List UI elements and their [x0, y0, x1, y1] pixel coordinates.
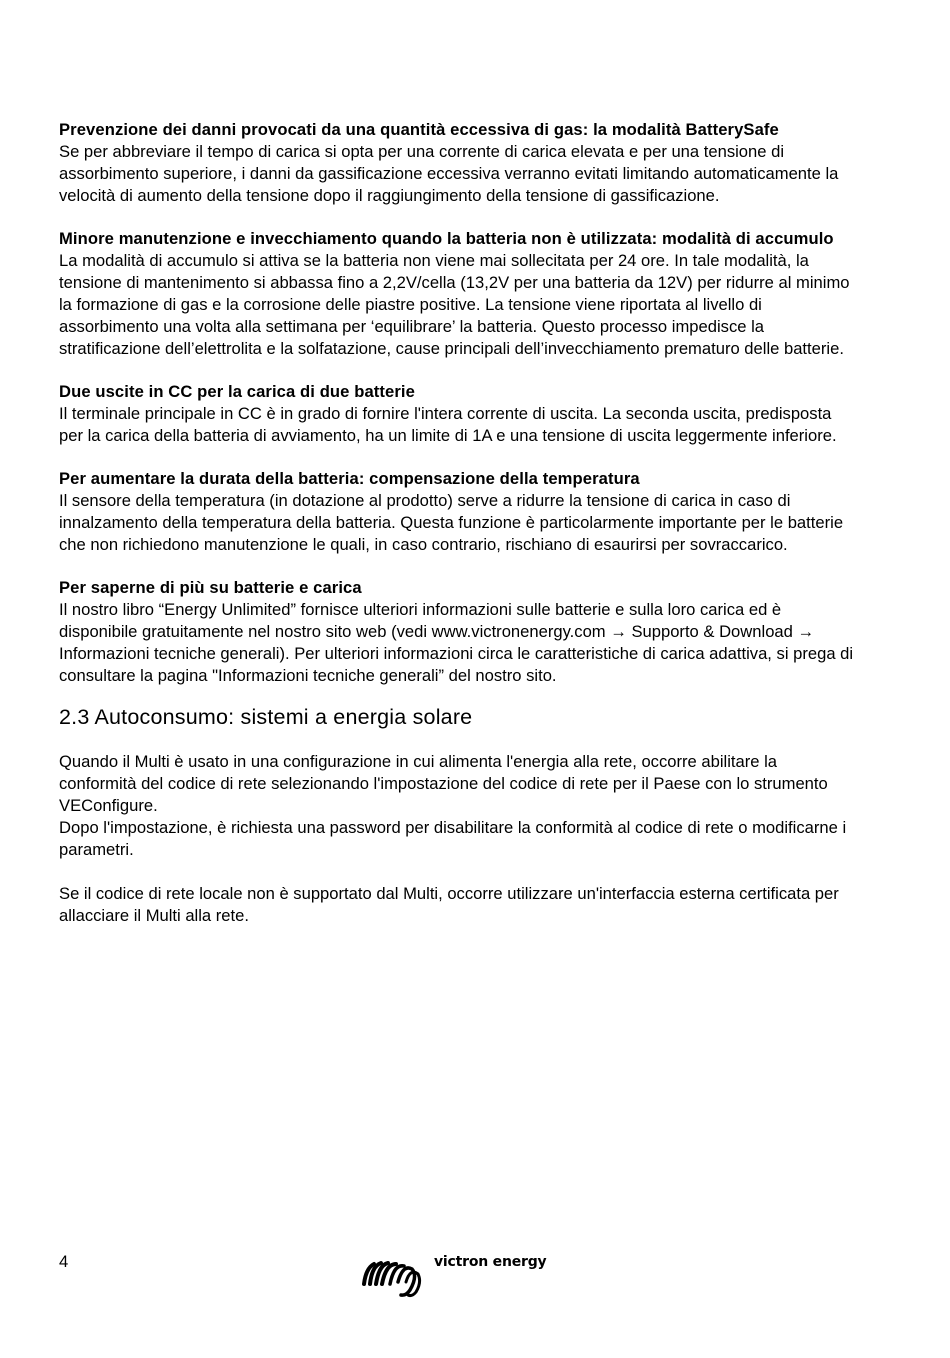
section-title: Per saperne di più su batterie e carica [59, 578, 362, 597]
section-body: Il terminale principale in CC è in grado di fornire l'intera corrente di uscita. La seconda uscita, predisposta per la carica della batteria di avviamento, ha un limite di 1A e una tensione di uscita leggermente inferiore. [59, 404, 837, 445]
section-body: Il sensore della temperatura (in dotazione al prodotto) serve a ridurre la tensione di carica in caso di innalzamento della temperatura della batteria. Questa funzione è particolarmente importante per le batterie che non richiedono manutenzione le quali, in caso contrario, rischiano di esaurirsi per sovraccarico. [59, 491, 844, 554]
section-learn-more [59, 577, 859, 687]
section-storage-mode [59, 228, 859, 360]
document-page [59, 119, 859, 927]
section-title: Per aumentare la durata della batteria: compensazione della temperatura [59, 469, 640, 488]
section-body: Se per abbreviare il tempo di carica si opta per una corrente di carica elevata e per una tensione di assorbimento superiore, i danni da gassificazione eccessiva verranno evitati limitando automaticamente la velocità di aumento della tensione dopo il raggiungimento della tensione di gassificazione. [59, 142, 839, 205]
chapter-paragraph-1: Quando il Multi è usato in una configurazione in cui alimenta l'energia alla rete, occorre abilitare la conformità del codice di rete selezionando l'impostazione del codice di rete per il Paese con lo strumento VEConfigure. [59, 752, 828, 815]
chapter-body [59, 751, 859, 927]
chapter-paragraph-3: Se il codice di rete locale non è supportato dal Multi, occorre utilizzare un'interfaccia esterna certificata per allacciare il Multi alla rete. [59, 884, 839, 925]
section-body: Il nostro libro “Energy Unlimited” fornisce ulteriori informazioni sulle batterie e sulla loro carica ed è disponibile gratuitamente nel nostro sito web (vedi www.victronenergy.com → Supporto & Download → Informazioni tecniche generali). Per ulteriori informazioni circa le caratteristiche di carica adattiva, si prega di consultare la pagina "Informazioni tecniche generali” del nostro sito. [59, 600, 854, 685]
section-battery-safe [59, 119, 859, 207]
chapter-heading: 2.3 Autoconsumo: sistemi a energia solare [59, 705, 473, 729]
victron-logo-icon [360, 1250, 430, 1300]
section-two-dc-outputs [59, 381, 859, 447]
section-title: Prevenzione dei danni provocati da una quantità eccessiva di gas: la modalità BatterySafe [59, 120, 779, 139]
section-body: La modalità di accumulo si attiva se la batteria non viene mai sollecitata per 24 ore. In tale modalità, la tensione di mantenimento si abbassa fino a 2,2V/cella (13,2V per una batteria da 12V) per ridurre al minimo la formazione di gas e la corrosione delle piastre positive. La tensione viene riportata al livello di assorbimento una volta alla settimana per ‘equilibrare’ la batteria. Questo processo impedisce la stratificazione dell’elettrolita e la solfatazione, cause principali dell’invecchiamento prematuro delle batterie. [59, 251, 850, 358]
section-title: Minore manutenzione e invecchiamento quando la batteria non è utilizzata: modalità di accumulo [59, 229, 834, 248]
victron-logo [360, 1250, 560, 1302]
chapter-paragraph-2: Dopo l'impostazione, è richiesta una password per disabilitare la conformità al codice di rete o modificarne i parametri. [59, 818, 847, 859]
section-temperature-compensation [59, 468, 859, 556]
paragraph-spacer [59, 861, 859, 883]
brand-name: victron energy [434, 1254, 547, 1270]
page-number: 4 [59, 1252, 69, 1271]
section-title: Due uscite in CC per la carica di due batterie [59, 382, 415, 401]
